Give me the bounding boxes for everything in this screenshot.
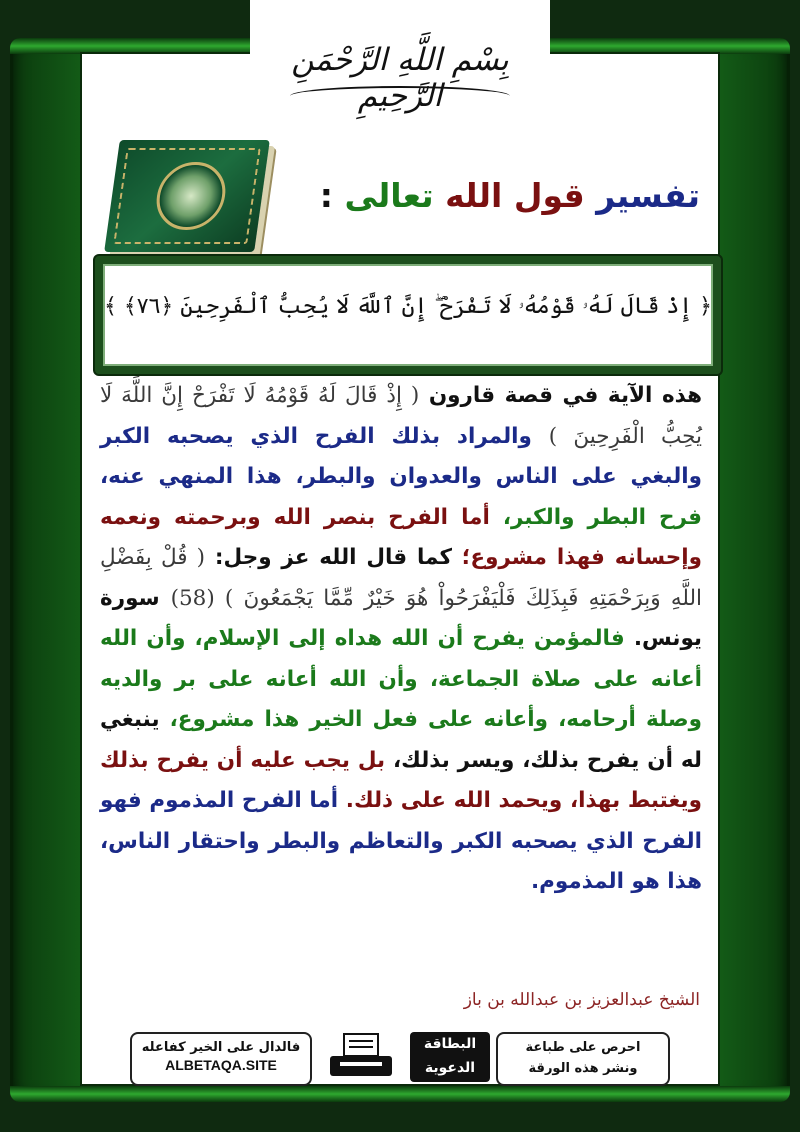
- body-yunus-verse: ( قُلْ بِفَضْلِ اللَّهِ وَبِرَحْمَتِهِ فَبِذَلِكَ فَلْيَفْرَحُواْ هُوَ خَيْرٌ مِّمَّا يَجْمَعُونَ ) (58): [100, 545, 702, 611]
- calligraphy-flourish: [290, 86, 510, 106]
- body-as-allah-said: كما قال الله عز وجل:: [214, 545, 452, 570]
- footer-site-box: [130, 1032, 312, 1086]
- tafsir-body: [100, 376, 702, 903]
- body-blameworthy-joy: أما الفرح المذموم فهو الفرح الذي يصحبه الكبر والتعاظم والبطر واحتقار الناس، هذا هو المذموم.: [100, 788, 702, 894]
- printer-icon: [326, 1032, 396, 1082]
- body-permitted-joy: أما الفرح بنصر الله وبرحمته ونعمه وإحسانه فهذا مشروع؛: [100, 504, 702, 570]
- title-word-taala: تعالى: [344, 176, 434, 215]
- footer-print-box: [496, 1032, 670, 1086]
- basmala-text: بِسْمِ اللَّهِ الرَّحْمَنِ الرَّحِيمِ: [291, 42, 509, 114]
- verse-box: [95, 256, 721, 374]
- dawah-card-logo: [410, 1032, 490, 1082]
- page-title: [280, 176, 700, 215]
- footer-bar: [130, 1032, 670, 1084]
- footer-site-url[interactable]: ALBETAQA.SITE: [165, 1057, 277, 1073]
- body-meaning: والمراد بذلك الفرح الذي يصحبه الكبر والبغي على الناس والعدوان والبطر، هذا المنهي عنه،: [100, 423, 702, 489]
- title-word-qawl-allah: قول الله: [445, 176, 585, 215]
- title-colon: :: [319, 176, 333, 215]
- logo-line-1: البطاقة: [423, 1036, 477, 1052]
- title-word-tafsir: تفسير: [596, 176, 700, 215]
- logo-line-2: الدعوية: [424, 1060, 476, 1076]
- footer-saying: فالدال على الخير كفاعله: [141, 1040, 301, 1055]
- attribution: الشيخ عبدالعزيز بن عبدالله بن باز: [463, 990, 700, 1010]
- body-believer-joy: فالمؤمن يفرح أن الله هداه إلى الإسلام، وأن الله أعانه على صلاة الجماعة، وأن الله أعانه على بر والديه وصلة أرحامه، وأعانه على فعل الخير هذا مشروع،: [100, 626, 702, 732]
- body-should-rejoice: ينبغي له أن يفرح بذلك، ويسر بذلك،: [100, 707, 702, 773]
- body-intro: هذه الآية في قصة قارون: [428, 383, 702, 408]
- body-must-rejoice: بل يجب عليه أن يفرح بذلك ويغتبط بهذا، ويحمد الله على ذلك.: [100, 747, 702, 813]
- basmala-header: [250, 0, 550, 118]
- quran-book-image: [104, 140, 270, 252]
- body-forbidden-joy: فرح البطر والكبر،: [502, 504, 702, 530]
- body-surah-name: سورة يونس.: [100, 585, 702, 651]
- frame-bottom-bar: [10, 1086, 790, 1102]
- body-verse-quote: ( إِذْ قَالَ لَهُ قَوْمُهُ لَا تَفْرَحْ إِنَّ اللَّهَ لَا يُحِبُّ الْفَرِحِينَ ): [100, 383, 702, 449]
- footer-print-line-2: ونشر هذه الورقة: [528, 1061, 638, 1076]
- verse-text: ﴿ إِذْ قَالَ لَهُۥ قَوْمُهُۥ لَا تَفْرَحْ ۖ إِنَّ ٱللَّهَ لَا يُحِبُّ ٱلْفَرِحِينَ ﴿٧٦﴾ ﴾: [103, 294, 712, 319]
- footer-print-line-1: احرص على طباعة: [525, 1040, 641, 1055]
